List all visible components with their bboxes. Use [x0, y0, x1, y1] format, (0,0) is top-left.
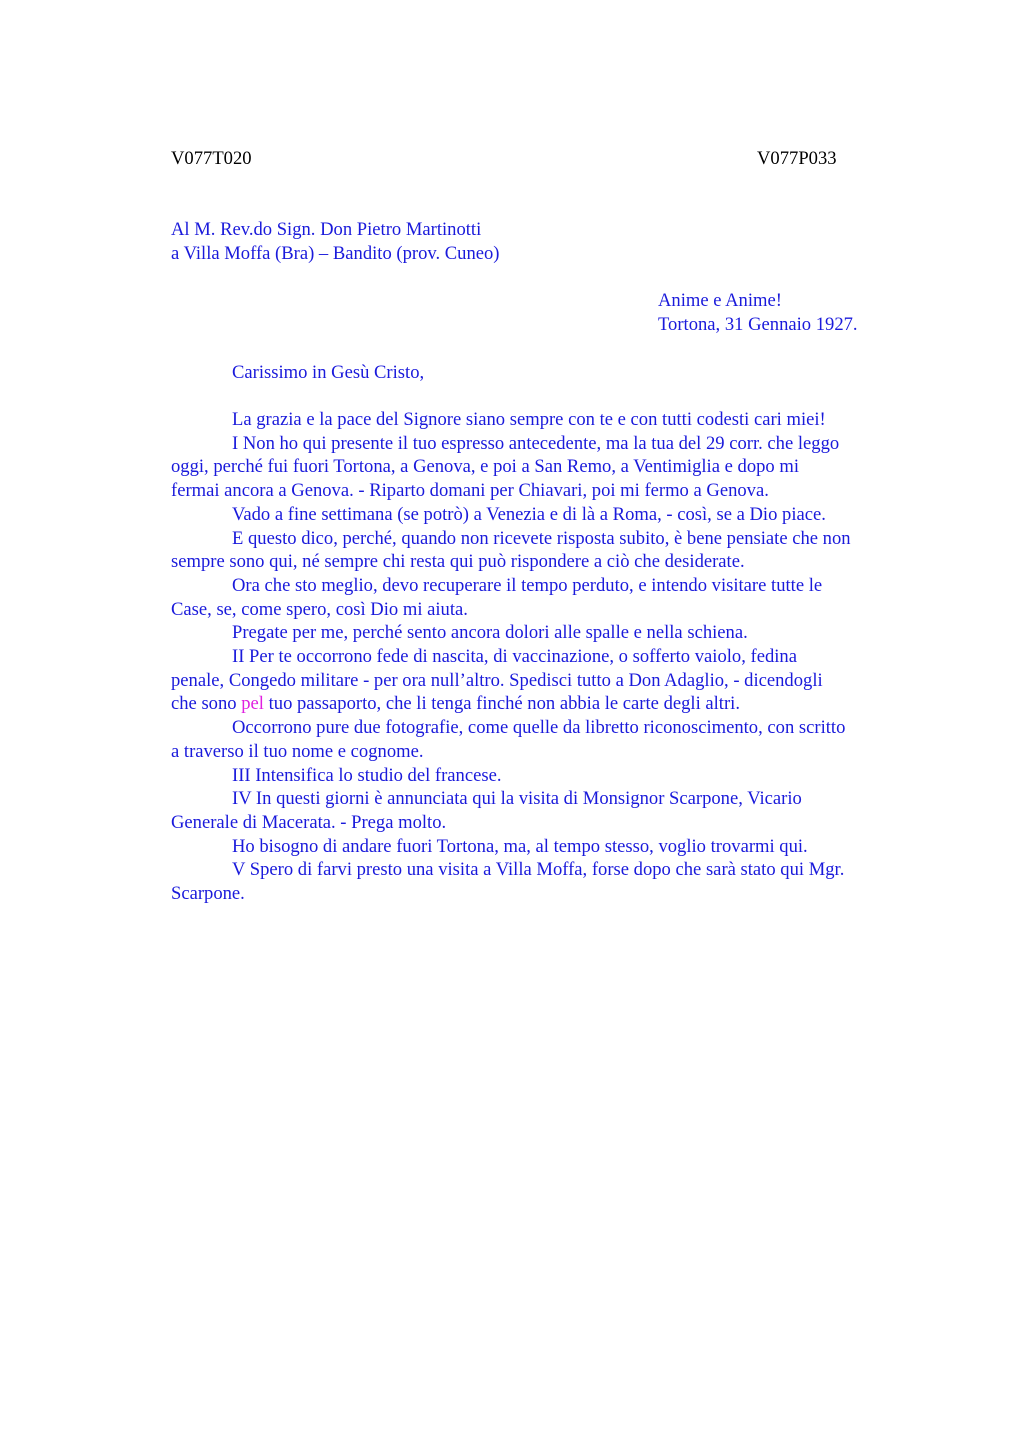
body-text: che sono	[171, 693, 242, 715]
body-line: IV In questi giorni è annunciata qui la visita di Monsignor Scarpone, Vicario	[232, 788, 802, 810]
place-date: Tortona, 31 Gennaio 1927.	[658, 313, 858, 335]
document-code-right: V077P033	[757, 148, 837, 169]
letter-body	[171, 408, 931, 906]
body-line: Scarpone.	[171, 883, 245, 905]
document-code-left: V077T020	[171, 148, 252, 169]
address-line-2: a Villa Moffa (Bra) – Bandito (prov. Cuneo)	[171, 242, 500, 264]
body-line: Case, se, come spero, così Dio mi aiuta.	[171, 598, 468, 620]
body-line: Occorrono pure due fotografie, come quelle da libretto riconoscimento, con scritto	[232, 717, 846, 739]
body-line: Ora che sto meglio, devo recuperare il tempo perduto, e intendo visitare tutte le	[232, 574, 823, 596]
motto: Anime e Anime!	[658, 290, 782, 311]
highlighted-word: pel	[241, 693, 264, 715]
body-line: V Spero di farvi presto una visita a Villa Moffa, forse dopo che sarà stato qui Mgr.	[232, 859, 845, 881]
body-line: fermai ancora a Genova. - Riparto domani per Chiavari, poi mi fermo a Genova.	[171, 480, 769, 502]
body-line: sempre sono qui, né sempre chi resta qui può rispondere a ciò che desiderate.	[171, 551, 745, 573]
body-line: Pregate per me, perché sento ancora dolori alle spalle e nella schiena.	[232, 622, 748, 644]
body-line: I Non ho qui presente il tuo espresso antecedente, ma la tua del 29 corr. che leggo	[232, 432, 840, 454]
body-line: Vado a fine settimana (se potrò) a Venezia e di là a Roma, - così, se a Dio piace.	[232, 503, 826, 525]
body-line: III Intensifica lo studio del francese.	[232, 764, 502, 786]
body-line: Generale di Macerata. - Prega molto.	[171, 811, 447, 833]
body-line: E questo dico, perché, quando non ricevete risposta subito, è bene pensiate che non	[232, 527, 851, 549]
body-line: penale, Congedo militare - per ora null’altro. Spedisci tutto a Don Adaglio, - dicendogli	[171, 669, 823, 691]
body-line: oggi, perché fui fuori Tortona, a Genova, e poi a San Remo, a Ventimiglia e dopo mi	[171, 456, 799, 478]
body-line-highlight	[171, 692, 931, 716]
body-line: Ho bisogno di andare fuori Tortona, ma, al tempo stesso, voglio trovarmi qui.	[232, 835, 808, 857]
body-text: tuo passaporto, che li tenga finché non abbia le carte degli altri.	[263, 693, 740, 715]
salutation: Carissimo in Gesù Cristo,	[232, 362, 425, 383]
body-line: La grazia e la pace del Signore siano sempre con te e con tutti codesti cari miei!	[232, 409, 826, 430]
address-line-1: Al M. Rev.do Sign. Don Pietro Martinotti	[171, 219, 482, 240]
body-line: a traverso il tuo nome e cognome.	[171, 740, 424, 762]
recipient-address	[171, 218, 500, 265]
body-line: II Per te occorrono fede di nascita, di vaccinazione, o sofferto vaiolo, fedina	[232, 646, 797, 668]
dateline	[658, 289, 858, 336]
